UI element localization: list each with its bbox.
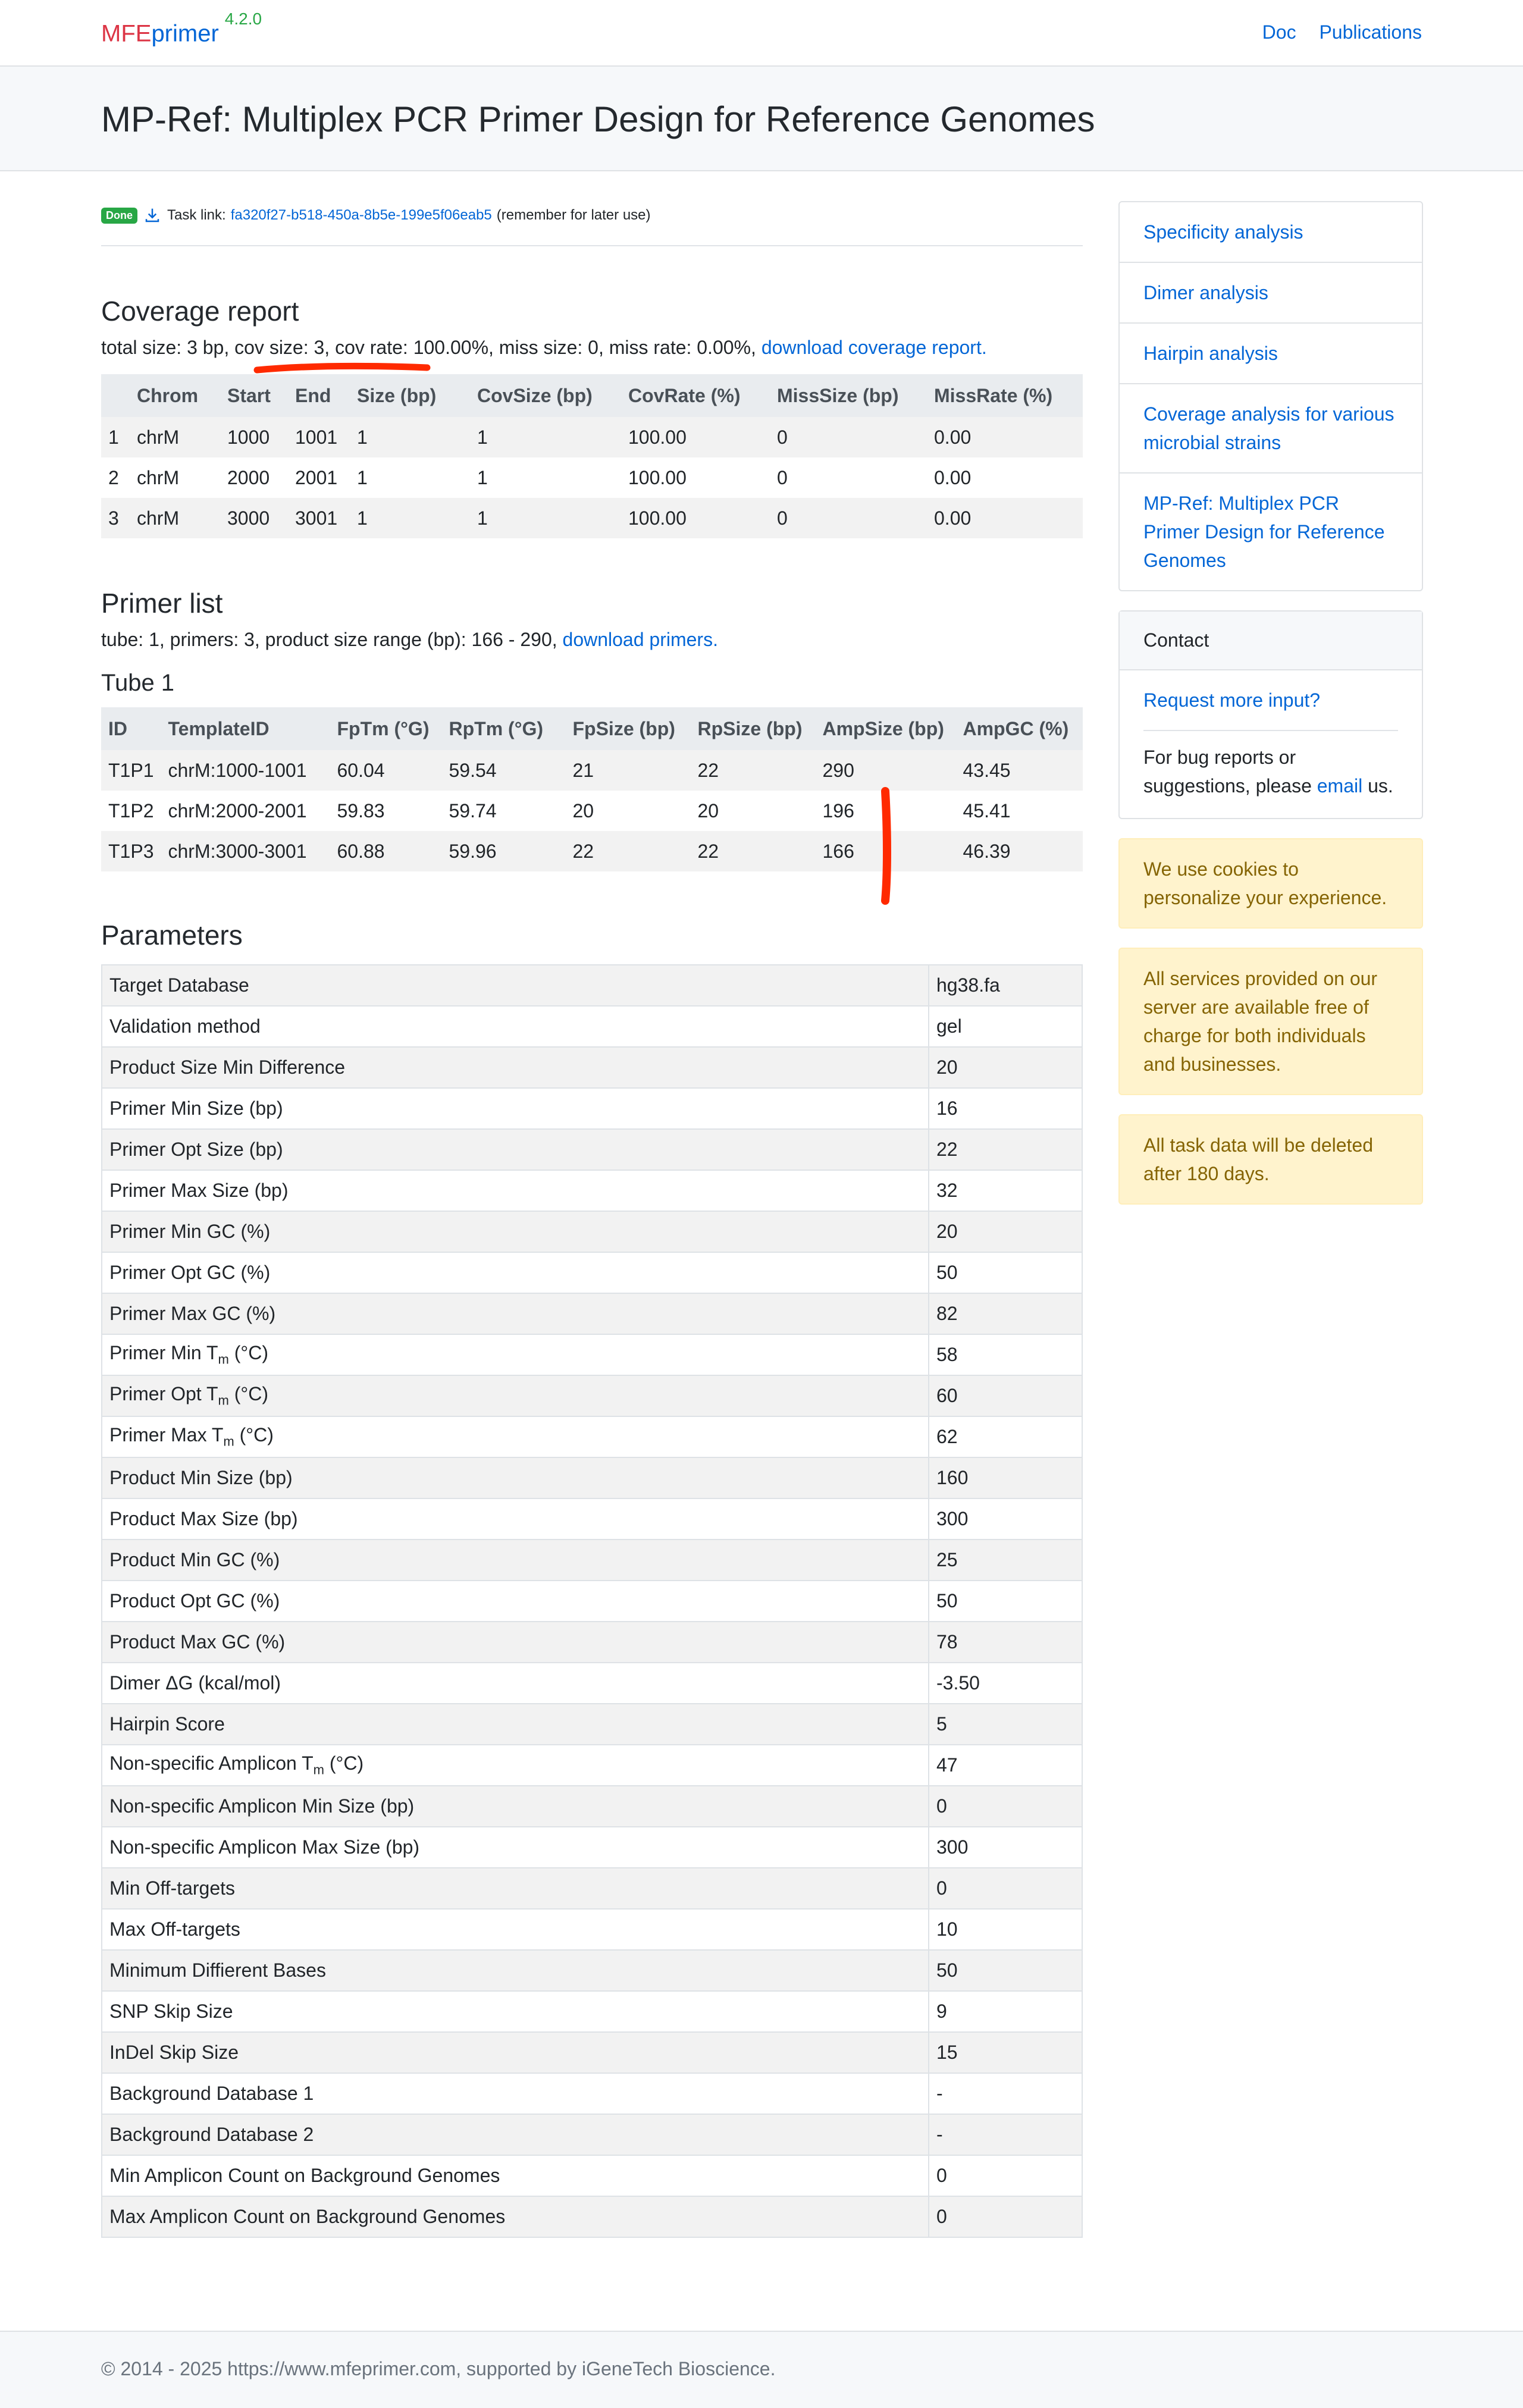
table-cell: 21 (565, 750, 690, 791)
parameter-name-text: Primer Opt T (109, 1383, 218, 1405)
task-link-label: Task link: (167, 207, 226, 223)
parameter-name (102, 1540, 929, 1581)
coverage-col-covsize: CovSize (bp) (470, 374, 621, 417)
parameter-value: 82 (929, 1293, 1082, 1334)
coverage-col-index (101, 374, 130, 417)
email-link[interactable]: email (1317, 775, 1363, 797)
parameter-value: 50 (929, 1252, 1082, 1293)
table-cell: 1 (470, 498, 621, 538)
sidebar (1118, 201, 1423, 1205)
parameter-name-text: Max Off-targets (109, 1918, 240, 1940)
parameters-table (101, 964, 1083, 2238)
parameter-row (102, 1252, 1082, 1293)
parameter-value: 60 (929, 1375, 1082, 1416)
tube-title: Tube 1 (101, 670, 175, 696)
divider (1143, 730, 1398, 731)
parameter-unit: (°C) (234, 1424, 274, 1446)
coverage-summary-text: total size: 3 bp, cov size: 3, cov rate: 100.00%, miss size: 0, miss rate: 0.00%, (101, 337, 756, 358)
parameter-subscript: m (218, 1393, 229, 1408)
parameter-value: 0 (929, 1868, 1082, 1909)
parameter-name (102, 1170, 929, 1211)
parameter-row (102, 1047, 1082, 1088)
parameter-name-text: Primer Opt Size (bp) (109, 1139, 283, 1160)
parameter-name (102, 1745, 929, 1786)
parameter-value: 300 (929, 1498, 1082, 1540)
parameter-row (102, 2196, 1082, 2237)
footer-text: © 2014 - 2025 https://www.mfeprimer.com, supported by iGeneTech Bioscience. (101, 2358, 776, 2379)
parameter-row (102, 2032, 1082, 2073)
parameter-value: 9 (929, 1991, 1082, 2032)
table-cell: 59.83 (337, 799, 385, 822)
parameter-name (102, 1457, 929, 1498)
nav-doc-link[interactable]: Doc (1262, 21, 1296, 43)
primer-col-ampsize: AmpSize (bp) (815, 707, 955, 750)
primer-summary-text: tube: 1, primers: 3, product size range (bp): 166 - 290, (101, 629, 557, 650)
parameter-value: -3.50 (929, 1663, 1082, 1704)
parameter-row (102, 1991, 1082, 2032)
parameter-value: - (929, 2114, 1082, 2155)
parameter-row (102, 1457, 1082, 1498)
parameter-value: 20 (929, 1211, 1082, 1252)
parameter-name (102, 1129, 929, 1170)
table-cell: 3000 (220, 498, 288, 538)
primer-col-fptm: FpTm (°G) (330, 707, 441, 750)
table-cell: 1000 (220, 417, 288, 457)
parameter-name-text: Primer Opt GC (%) (109, 1262, 271, 1283)
parameter-name-text: InDel Skip Size (109, 2042, 239, 2063)
primer-col-rpsize: RpSize (bp) (690, 707, 815, 750)
parameter-name (102, 1909, 929, 1950)
parameter-value: 10 (929, 1909, 1082, 1950)
table-cell: 0 (770, 417, 927, 457)
parameter-value: hg38.fa (929, 965, 1082, 1006)
table-cell: 2000 (227, 466, 270, 488)
parameter-name-text: Dimer ΔG (kcal/mol) (109, 1672, 281, 1694)
parameter-row (102, 1950, 1082, 1991)
parameter-value: 5 (929, 1704, 1082, 1745)
table-cell: 100.00 (628, 466, 687, 488)
parameter-value: 22 (929, 1129, 1082, 1170)
table-cell: chrM:2000-2001 (168, 799, 307, 822)
parameter-name-text: Minimum Diffierent Bases (109, 1959, 326, 1981)
parameter-name (102, 1498, 929, 1540)
parameter-name (102, 1375, 929, 1416)
parameter-value: 47 (929, 1745, 1082, 1786)
parameter-row (102, 1786, 1082, 1827)
table-cell: chrM (130, 417, 220, 457)
parameter-name-text: Primer Min T (109, 1342, 218, 1364)
parameter-unit: (°C) (228, 1342, 268, 1364)
parameter-row (102, 1006, 1082, 1047)
table-cell: 43.45 (955, 750, 1083, 791)
parameter-name (102, 1006, 929, 1047)
parameter-name-text: Background Database 1 (109, 2083, 314, 2104)
parameter-name (102, 1950, 929, 1991)
coverage-col-end: End (288, 374, 350, 417)
contact-body (1120, 670, 1422, 818)
brand-mfe: MFE (101, 20, 152, 47)
parameter-row (102, 1375, 1082, 1416)
parameter-name (102, 1868, 929, 1909)
sidebar-nav (1118, 201, 1423, 591)
parameter-name (102, 1047, 929, 1088)
parameter-name (102, 1334, 929, 1375)
table-cell: T1P3 (101, 831, 161, 871)
table-cell: 20 (572, 799, 594, 822)
parameter-row (102, 965, 1082, 1006)
table-cell: 0 (777, 466, 788, 488)
table-cell: 22 (690, 750, 815, 791)
coverage-col-start: Start (220, 374, 288, 417)
table-cell: 60.04 (330, 750, 441, 791)
parameter-name-text: Min Amplicon Count on Background Genomes (109, 2165, 500, 2186)
parameter-name-text: Hairpin Score (109, 1713, 225, 1735)
table-cell: 0.00 (934, 466, 972, 488)
parameter-value: 20 (929, 1047, 1082, 1088)
parameter-name (102, 1991, 929, 2032)
parameter-unit: (°C) (324, 1752, 364, 1774)
sidebar-link[interactable]: Hairpin analysis (1143, 343, 1278, 364)
table-cell: 100.00 (621, 417, 770, 457)
parameter-name-text: Primer Max T (109, 1424, 224, 1446)
parameter-name (102, 1704, 929, 1745)
coverage-col-chrom: Chrom (130, 374, 220, 417)
parameter-row (102, 1211, 1082, 1252)
coverage-table (101, 374, 1083, 538)
status-badge: Done (101, 208, 137, 224)
parameter-value: 50 (929, 1581, 1082, 1622)
parameter-name-text: Primer Max Size (bp) (109, 1180, 289, 1201)
parameter-name-text: Product Min Size (bp) (109, 1467, 293, 1488)
table-cell: chrM (137, 466, 180, 488)
parameter-name-text: Non-specific Amplicon T (109, 1752, 314, 1774)
parameter-row (102, 1704, 1082, 1745)
table-cell: 3 (101, 498, 130, 538)
parameter-row (102, 1129, 1082, 1170)
table-cell: 20 (697, 799, 719, 822)
brand-primer: primer (151, 20, 219, 47)
parameter-name (102, 1252, 929, 1293)
download-icon[interactable] (143, 206, 161, 224)
parameter-name-text: Product Opt GC (%) (109, 1590, 280, 1611)
table-cell: 1 (357, 466, 368, 488)
table-cell: 1 (470, 417, 621, 457)
coverage-summary (101, 337, 1083, 359)
task-id-link[interactable]: fa320f27-b518-450a-8b5e-199e5f06eab5 (230, 207, 492, 223)
parameter-value: 0 (929, 2196, 1082, 2237)
table-cell: 1001 (288, 417, 350, 457)
table-cell: 46.39 (955, 831, 1083, 871)
parameter-value: 58 (929, 1334, 1082, 1375)
bug-report-text: For bug reports or suggestions, please (1143, 747, 1317, 797)
parameter-value: 32 (929, 1170, 1082, 1211)
primer-col-rptm: RpTm (°G) (441, 707, 565, 750)
data-retention-alert: All task data will be deleted after 180 days. (1118, 1114, 1423, 1205)
parameter-name-text: Max Amplicon Count on Background Genomes (109, 2206, 506, 2227)
table-row (101, 750, 1083, 791)
parameter-name (102, 2155, 929, 2196)
parameter-row (102, 1540, 1082, 1581)
sidebar-link[interactable]: Coverage analysis for various microbial strains (1143, 403, 1394, 453)
table-cell: 1 (350, 417, 470, 457)
parameter-name-text: Min Off-targets (109, 1877, 236, 1899)
table-cell: 3001 (288, 498, 350, 538)
parameter-name (102, 1622, 929, 1663)
parameter-name-text: Primer Min Size (bp) (109, 1098, 283, 1119)
parameter-value: 62 (929, 1416, 1082, 1457)
parameter-name (102, 1827, 929, 1868)
parameter-row (102, 1170, 1082, 1211)
task-note: (remember for later use) (496, 207, 651, 223)
parameter-name (102, 1416, 929, 1457)
coverage-title: Coverage report (101, 296, 299, 327)
cookie-alert: We use cookies to personalize your experience. (1118, 838, 1423, 929)
parameter-name-text: Validation method (109, 1015, 261, 1037)
sidebar-link[interactable]: Dimer analysis (1143, 282, 1268, 303)
parameter-name-text: Background Database 2 (109, 2124, 314, 2145)
parameter-row (102, 1622, 1082, 1663)
parameter-row (102, 1745, 1082, 1786)
parameter-row (102, 2155, 1082, 2196)
parameter-value: - (929, 2073, 1082, 2114)
nav-links (1245, 21, 1422, 43)
table-cell: 100.00 (621, 498, 770, 538)
table-cell: 22 (565, 831, 690, 871)
primer-col-ampgc: AmpGC (%) (955, 707, 1083, 750)
parameter-value: 15 (929, 2032, 1082, 2073)
contact-title: Contact (1120, 612, 1422, 670)
table-row (101, 457, 1083, 498)
table-row (101, 791, 1083, 831)
page-header (0, 67, 1523, 171)
table-cell: 166 (815, 831, 955, 871)
parameter-name (102, 2032, 929, 2073)
coverage-col-size: Size (bp) (350, 374, 470, 417)
table-cell: 60.88 (330, 831, 441, 871)
parameter-row (102, 1868, 1082, 1909)
footer (0, 2331, 1523, 2408)
coverage-col-misssize: MissSize (bp) (770, 374, 927, 417)
primer-summary (101, 629, 1083, 651)
parameter-name-text: Product Min GC (%) (109, 1549, 280, 1570)
parameter-name-text: Target Database (109, 974, 249, 996)
page-title: MP-Ref: Multiplex PCR Primer Design for Reference Genomes (101, 99, 1095, 139)
parameter-row (102, 1334, 1082, 1375)
parameters-title: Parameters (101, 920, 243, 951)
bug-report-text-end: us. (1362, 775, 1393, 797)
nav-publications-link[interactable]: Publications (1319, 21, 1422, 43)
sidebar-link[interactable]: Specificity analysis (1143, 221, 1303, 243)
parameter-value: 50 (929, 1950, 1082, 1991)
table-cell: 0.00 (927, 417, 1083, 457)
parameter-name (102, 2114, 929, 2155)
parameter-name (102, 1293, 929, 1334)
parameter-row (102, 1663, 1082, 1704)
parameter-value: 78 (929, 1622, 1082, 1663)
table-cell: 1 (101, 417, 130, 457)
parameter-name (102, 1211, 929, 1252)
sidebar-item-hairpin[interactable] (1120, 324, 1422, 384)
table-cell: 22 (690, 831, 815, 871)
parameter-name (102, 1786, 929, 1827)
table-cell: 290 (815, 750, 955, 791)
table-cell: 59.54 (441, 750, 565, 791)
version-label: 4.2.0 (224, 10, 262, 28)
parameter-name (102, 965, 929, 1006)
parameter-value: 300 (929, 1827, 1082, 1868)
parameter-row (102, 1416, 1082, 1457)
parameter-name-text: SNP Skip Size (109, 2001, 233, 2022)
sidebar-link[interactable]: MP-Ref: Multiplex PCR Primer Design for Reference Genomes (1143, 493, 1385, 571)
contact-card (1118, 610, 1423, 819)
coverage-col-covrate: CovRate (%) (621, 374, 770, 417)
primer-col-fpsize: FpSize (bp) (565, 707, 690, 750)
parameter-unit: (°C) (228, 1383, 268, 1405)
table-cell: 59.74 (449, 799, 497, 822)
table-cell: 0 (770, 498, 927, 538)
primer-col-template: TemplateID (161, 707, 330, 750)
parameter-value: 16 (929, 1088, 1082, 1129)
table-cell: 1 (350, 498, 470, 538)
parameter-value: 0 (929, 1786, 1082, 1827)
brand-logo[interactable] (101, 10, 262, 47)
parameter-name (102, 1088, 929, 1129)
coverage-col-missrate: MissRate (%) (927, 374, 1083, 417)
table-cell: 0.00 (927, 498, 1083, 538)
task-link-bar (101, 202, 1083, 228)
primer-table (101, 707, 1083, 871)
main-content (101, 202, 1083, 2238)
table-cell: T1P1 (101, 750, 161, 791)
parameter-name (102, 2196, 929, 2237)
parameter-name (102, 1581, 929, 1622)
parameter-row (102, 2073, 1082, 2114)
table-row (101, 417, 1083, 457)
download-primers-link[interactable]: download primers. (562, 629, 718, 650)
parameter-value: 0 (929, 2155, 1082, 2196)
sidebar-item-dimer[interactable] (1120, 263, 1422, 324)
primer-col-id: ID (101, 707, 161, 750)
table-row (101, 498, 1083, 538)
sidebar-item-coverage[interactable] (1120, 384, 1422, 474)
table-cell: 59.96 (441, 831, 565, 871)
parameter-name (102, 1663, 929, 1704)
table-cell: T1P2 (108, 799, 154, 822)
parameter-name-text: Product Size Min Difference (109, 1056, 346, 1078)
parameter-name-text: Non-specific Amplicon Max Size (bp) (109, 1836, 420, 1858)
parameter-name-text: Primer Min GC (%) (109, 1221, 271, 1242)
sidebar-item-mpref[interactable] (1120, 474, 1422, 590)
parameter-name-text: Product Max GC (%) (109, 1631, 286, 1653)
table-row (101, 831, 1083, 871)
parameter-name-text: Primer Max GC (%) (109, 1303, 276, 1324)
parameter-subscript: m (223, 1434, 234, 1449)
parameter-row (102, 1909, 1082, 1950)
table-cell: 2001 (295, 466, 338, 488)
navbar (0, 0, 1523, 67)
parameter-value: 25 (929, 1540, 1082, 1581)
parameter-row (102, 1498, 1082, 1540)
table-cell: 1 (477, 466, 488, 488)
parameter-name-text: Product Max Size (bp) (109, 1508, 298, 1529)
table-cell: 45.41 (963, 799, 1011, 822)
request-input-link[interactable]: Request more input? (1143, 689, 1321, 711)
parameter-value: 160 (929, 1457, 1082, 1498)
parameter-row (102, 2114, 1082, 2155)
download-coverage-link[interactable]: download coverage report. (761, 337, 987, 358)
free-service-alert: All services provided on our server are available free of charge for both individuals and businesses. (1118, 948, 1423, 1095)
table-cell: chrM:1000-1001 (161, 750, 330, 791)
parameter-row (102, 1827, 1082, 1868)
primer-list-title: Primer list (101, 588, 223, 619)
parameter-subscript: m (313, 1762, 324, 1777)
parameter-row (102, 1088, 1082, 1129)
table-cell: chrM:3000-3001 (161, 831, 330, 871)
table-cell: 196 (822, 799, 854, 822)
parameter-name (102, 2073, 929, 2114)
parameter-row (102, 1581, 1082, 1622)
table-cell: chrM (130, 498, 220, 538)
parameter-value: gel (929, 1006, 1082, 1047)
parameter-name-text: Non-specific Amplicon Min Size (bp) (109, 1795, 415, 1817)
parameter-subscript: m (218, 1352, 229, 1367)
sidebar-item-specificity[interactable] (1120, 202, 1422, 263)
table-cell: 2 (108, 466, 119, 488)
parameter-row (102, 1293, 1082, 1334)
